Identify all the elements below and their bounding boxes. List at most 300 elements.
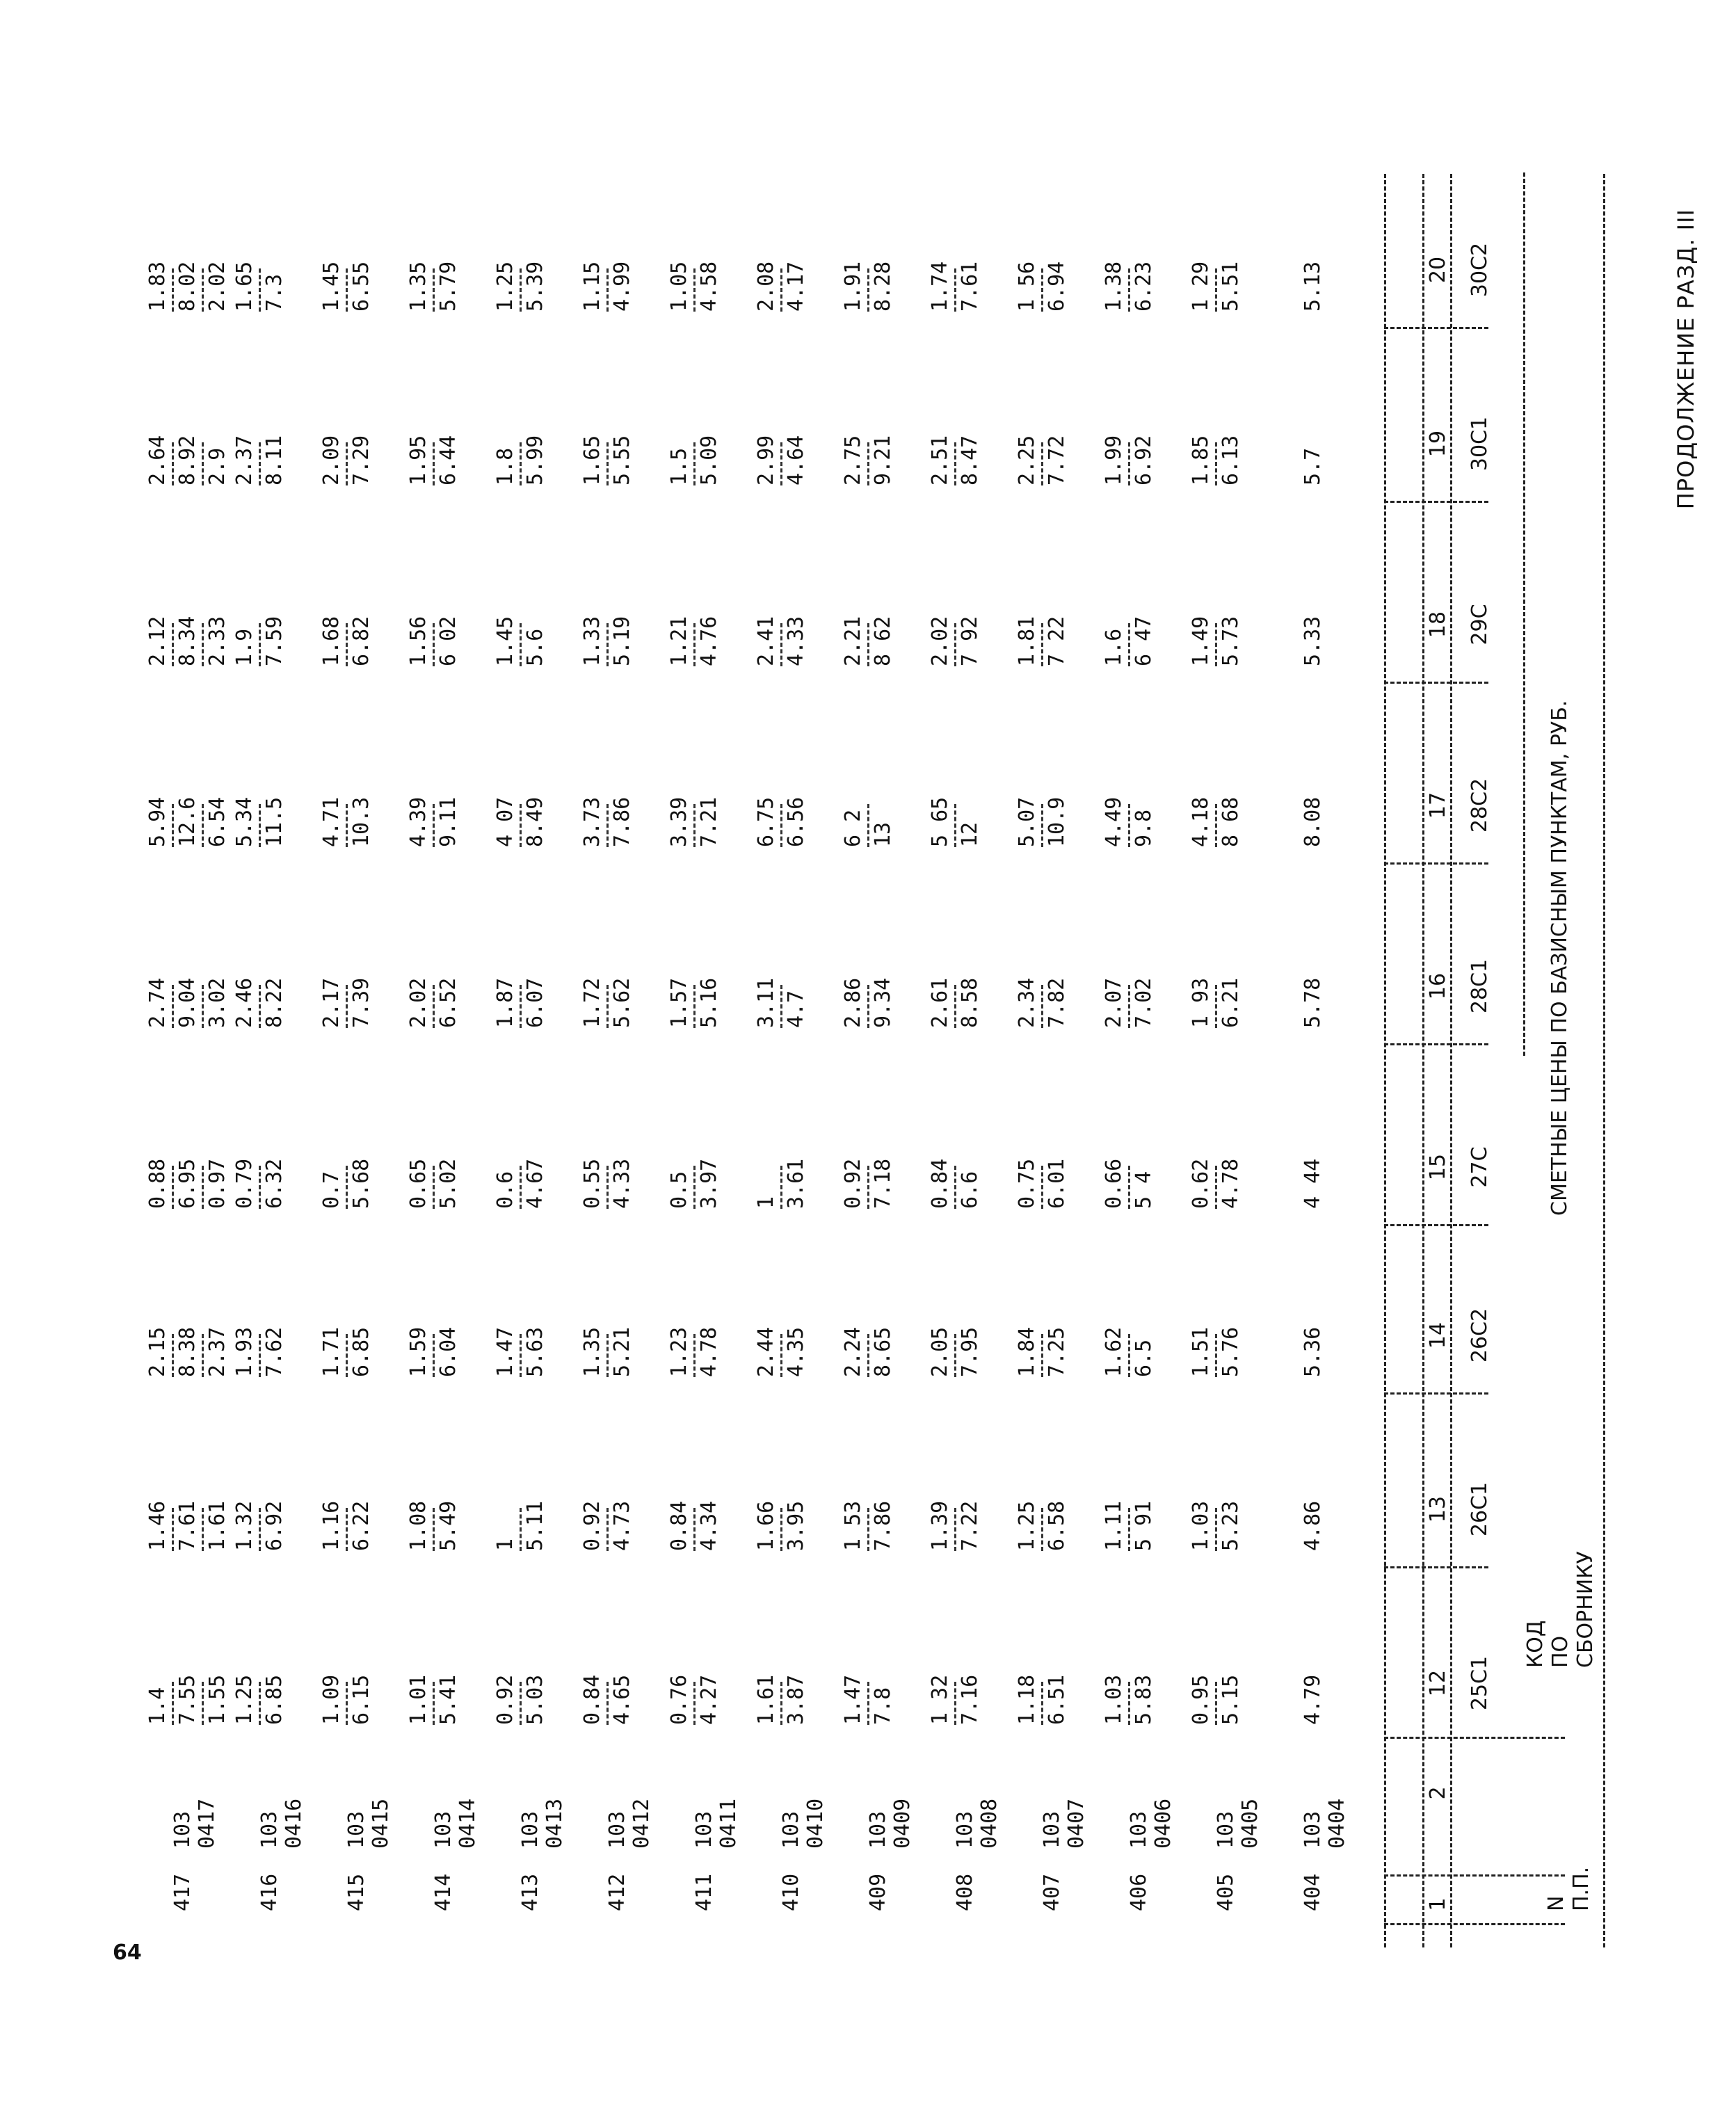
- price-value: 7.02: [1132, 977, 1156, 1028]
- price-cell: [580, 1125, 635, 1209]
- price-cell: [319, 945, 374, 1028]
- price-value: 5.78: [1301, 977, 1325, 1028]
- price-value: 5.73: [1219, 616, 1243, 666]
- price-value: 1.33: [580, 616, 604, 666]
- price-value: 7.55: [175, 1674, 200, 1725]
- price-value: 6.92: [262, 1500, 287, 1551]
- row-kod: 103 0413: [518, 1798, 567, 1849]
- cell-divider: [346, 623, 348, 666]
- price-value: 1.62: [1102, 1326, 1126, 1377]
- column-number: 17: [1426, 792, 1450, 819]
- price-value: 2.46: [232, 977, 257, 1028]
- cell-divider: [346, 985, 348, 1028]
- price-value: 1.45: [493, 616, 517, 666]
- price-cell: [928, 1294, 983, 1377]
- price-cell: [1102, 402, 1157, 485]
- price-value: 8.22: [262, 977, 287, 1028]
- price-value: 1.57: [667, 977, 691, 1028]
- price-value: 12.6: [175, 796, 200, 847]
- price-cell: [580, 764, 635, 847]
- price-value: 1.4: [145, 1687, 170, 1725]
- price-value: 1.6: [1102, 628, 1126, 666]
- price-value: 6 02: [436, 616, 460, 666]
- price-value: 6.04: [436, 1326, 460, 1377]
- price-value: 1 32: [928, 1674, 952, 1725]
- price-cell: [841, 1294, 896, 1377]
- price-value: 1.08: [406, 1500, 431, 1551]
- price-value: 2.21: [841, 616, 865, 666]
- cell-divider: [780, 804, 782, 847]
- price-cell: [754, 583, 809, 666]
- price-cell: [1015, 764, 1070, 847]
- group-header-rule: [1523, 172, 1525, 1056]
- price-value: 7.29: [349, 435, 373, 485]
- price-value: 8.28: [871, 261, 895, 312]
- row-number: 404: [1301, 1873, 1325, 1911]
- price-cell: [232, 1125, 287, 1209]
- column-separator: [1384, 1923, 1565, 1925]
- cell-divider: [520, 1508, 522, 1551]
- price-value: 1.55: [205, 1674, 230, 1725]
- cell-divider: [202, 623, 204, 666]
- price-value: 5.19: [610, 616, 634, 666]
- price-value: 0.75: [1015, 1158, 1039, 1209]
- price-cell: [493, 764, 548, 847]
- price-value: 1.39: [928, 1500, 952, 1551]
- price-value: 1.49: [1189, 616, 1213, 666]
- price-value: 1.61: [205, 1500, 230, 1551]
- continuation-title: ПРОДОЛЖЕНИЕ РАЗД. III: [1673, 209, 1699, 510]
- price-value: 7.59: [262, 616, 287, 666]
- price-value: 5.79: [436, 261, 460, 312]
- cell-divider: [693, 1682, 696, 1725]
- price-value: 4.17: [784, 261, 808, 312]
- price-value: 8.47: [958, 435, 982, 485]
- column-separator: [1384, 327, 1488, 329]
- price-value: 6.07: [523, 977, 547, 1028]
- price-cell: [1102, 764, 1157, 847]
- price-cell: [1301, 1294, 1326, 1377]
- price-value: 7.82: [1045, 977, 1069, 1028]
- cell-divider: [433, 268, 435, 312]
- price-value: 5.16: [697, 977, 721, 1028]
- row-kod: 103 0417: [170, 1798, 219, 1849]
- price-value: 1: [493, 1538, 517, 1551]
- price-value: 5.76: [1219, 1326, 1243, 1377]
- cell-divider: [202, 985, 204, 1028]
- cell-divider: [954, 442, 956, 485]
- price-cell: [319, 402, 374, 485]
- cell-divider: [433, 804, 435, 847]
- price-value: 10.9: [1045, 796, 1069, 847]
- cell-divider: [202, 1166, 204, 1209]
- price-cell: [493, 228, 548, 312]
- price-value: 0.95: [1189, 1674, 1213, 1725]
- price-cell: [232, 764, 287, 847]
- cell-divider: [954, 1682, 956, 1725]
- row-kod: 103 0415: [344, 1798, 393, 1849]
- price-cell: [406, 945, 461, 1028]
- price-value: 0.5: [667, 1171, 691, 1209]
- price-cell: [841, 764, 896, 847]
- price-value: 1.32: [232, 1500, 257, 1551]
- price-value: 1.93: [232, 1326, 257, 1377]
- price-value: 5.94: [145, 796, 170, 847]
- price-value: 4.33: [610, 1158, 634, 1209]
- cell-divider: [520, 1166, 522, 1209]
- cell-divider: [693, 442, 696, 485]
- price-value: 3.39: [667, 796, 691, 847]
- price-value: 6.15: [349, 1674, 373, 1725]
- price-value: 1.09: [319, 1674, 344, 1725]
- price-cell: [493, 945, 548, 1028]
- price-value: 1.5: [667, 447, 691, 485]
- cell-divider: [520, 804, 522, 847]
- price-value: 8.11: [262, 435, 287, 485]
- cell-divider: [346, 442, 348, 485]
- cell-divider: [693, 1166, 696, 1209]
- cell-divider: [867, 442, 869, 485]
- price-value: 5.03: [523, 1674, 547, 1725]
- price-value: 5.11: [523, 1500, 547, 1551]
- price-value: 8.65: [871, 1326, 895, 1377]
- price-value: 6.85: [262, 1674, 287, 1725]
- cell-divider: [867, 1334, 869, 1377]
- price-value: 7.72: [1045, 435, 1069, 485]
- price-cell: [406, 228, 461, 312]
- column-code: 26С1: [1468, 1481, 1492, 1537]
- column-separator: [1384, 1392, 1488, 1395]
- header-kod-line2: ПО: [1548, 1635, 1573, 1668]
- row-kod: 103 0412: [605, 1798, 654, 1849]
- cell-divider: [1215, 1682, 1217, 1725]
- cell-divider: [346, 1166, 348, 1209]
- price-cell: [928, 402, 983, 485]
- price-cell: [1189, 583, 1244, 666]
- price-value: 7.3: [262, 273, 287, 312]
- cell-divider: [1128, 1334, 1130, 1377]
- price-value: 5.55: [610, 435, 634, 485]
- price-cell: [1015, 1294, 1070, 1377]
- cell-divider: [1041, 1334, 1043, 1377]
- cell-divider: [693, 804, 696, 847]
- cell-divider: [346, 804, 348, 847]
- price-cell: [754, 1294, 809, 1377]
- price-cell: [1189, 1641, 1244, 1725]
- price-cell: [928, 1468, 983, 1551]
- price-value: 6 47: [1132, 616, 1156, 666]
- price-value: 1 29: [1189, 261, 1213, 312]
- price-value: 1.45: [319, 261, 344, 312]
- price-cell: [1301, 945, 1326, 1028]
- price-value: 7.86: [610, 796, 634, 847]
- cell-divider: [606, 1334, 609, 1377]
- price-value: 5.21: [610, 1326, 634, 1377]
- column-code: 30С1: [1468, 416, 1492, 472]
- cell-divider: [693, 985, 696, 1028]
- price-value: 5.68: [349, 1158, 373, 1209]
- price-cell: [928, 764, 983, 847]
- row-kod: 103 0409: [866, 1798, 915, 1849]
- cell-divider: [1041, 985, 1043, 1028]
- cell-divider: [1215, 1166, 1217, 1209]
- cell-divider: [1041, 804, 1043, 847]
- price-value: 0.92: [841, 1158, 865, 1209]
- price-value: 7.21: [697, 796, 721, 847]
- cell-divider: [867, 1682, 869, 1725]
- cell-divider: [1041, 1682, 1043, 1725]
- cell-divider: [202, 804, 204, 847]
- cell-divider: [1128, 804, 1130, 847]
- price-value: 6.22: [349, 1500, 373, 1551]
- cell-divider: [606, 442, 609, 485]
- price-value: 6.21: [1219, 977, 1243, 1028]
- row-number: 409: [866, 1873, 890, 1911]
- price-value: 1.46: [145, 1500, 170, 1551]
- cell-divider: [780, 985, 782, 1028]
- price-value: 1.51: [1189, 1326, 1213, 1377]
- column-separator: [1384, 1566, 1488, 1568]
- price-cell: [493, 402, 548, 485]
- header-kod: [1523, 1551, 1598, 1668]
- price-cell: [1102, 1294, 1157, 1377]
- price-value: 3.02: [205, 977, 230, 1028]
- price-cell: [319, 764, 374, 847]
- price-cell: [1015, 1641, 1070, 1725]
- cell-divider: [1128, 442, 1130, 485]
- price-cell: [406, 1468, 461, 1551]
- price-value: 4.64: [784, 435, 808, 485]
- row-kod: 103 0405: [1214, 1798, 1262, 1849]
- cell-divider: [867, 1166, 869, 1209]
- price-value: 7.39: [349, 977, 373, 1028]
- cell-divider: [606, 1682, 609, 1725]
- cell-divider: [172, 804, 174, 847]
- price-value: 1.03: [1189, 1500, 1213, 1551]
- cell-divider: [259, 1682, 261, 1725]
- price-cell: [754, 228, 809, 312]
- price-cell: [667, 945, 722, 1028]
- price-value: 8.02: [175, 261, 200, 312]
- column-number: 2: [1426, 1786, 1450, 1800]
- price-value: 7 92: [958, 616, 982, 666]
- cell-divider: [1041, 623, 1043, 666]
- price-value: 1.25: [1015, 1500, 1039, 1551]
- price-cell: [754, 402, 809, 485]
- price-value: 5.49: [436, 1500, 460, 1551]
- cell-divider: [606, 1508, 609, 1551]
- cell-divider: [520, 623, 522, 666]
- price-value: 1.91: [841, 261, 865, 312]
- column-number: 20: [1426, 256, 1450, 284]
- column-code: 25С1: [1468, 1655, 1492, 1711]
- cell-divider: [259, 268, 261, 312]
- price-value: 4.58: [697, 261, 721, 312]
- price-value: 5.7: [1301, 447, 1325, 485]
- price-cell: [493, 1125, 548, 1209]
- price-cell: [319, 1641, 374, 1725]
- price-cell: [841, 583, 896, 666]
- cell-divider: [693, 1508, 696, 1551]
- cell-divider: [259, 1334, 261, 1377]
- price-value: 1.35: [406, 261, 431, 312]
- price-value: 2.41: [754, 616, 778, 666]
- column-number: 1: [1426, 1897, 1450, 1911]
- row-number: 407: [1040, 1873, 1064, 1911]
- price-value: 2.08: [754, 261, 778, 312]
- row-kod: 103 0414: [431, 1798, 480, 1849]
- price-value: 5.09: [697, 435, 721, 485]
- price-value: 5 65: [928, 796, 952, 847]
- price-cell: [493, 1294, 548, 1377]
- price-value: 6 2: [841, 809, 865, 847]
- price-cell: [754, 1125, 809, 1209]
- cell-divider: [520, 1334, 522, 1377]
- price-cell: [232, 583, 287, 666]
- price-cell: [580, 583, 635, 666]
- price-value: 5.6: [523, 628, 547, 666]
- price-cell: [1301, 583, 1326, 666]
- price-value: 8.34: [175, 616, 200, 666]
- price-value: 5.13: [1301, 261, 1325, 312]
- cell-divider: [433, 1508, 435, 1551]
- column-separator: [1384, 1043, 1488, 1045]
- price-value: 2.64: [145, 435, 170, 485]
- price-cell: [1301, 1468, 1326, 1551]
- price-value: 1.35: [580, 1326, 604, 1377]
- price-cell: [1102, 228, 1157, 312]
- cell-divider: [780, 268, 782, 312]
- column-code: 28С1: [1468, 958, 1492, 1014]
- cell-divider: [606, 804, 609, 847]
- cell-divider: [1041, 1508, 1043, 1551]
- price-value: 6.13: [1219, 435, 1243, 485]
- price-value: 0.62: [1189, 1158, 1213, 1209]
- price-value: 0.88: [145, 1158, 170, 1209]
- price-cell: [1015, 583, 1070, 666]
- price-value: 2.51: [928, 435, 952, 485]
- price-value: 1.71: [319, 1326, 344, 1377]
- cell-divider: [693, 623, 696, 666]
- price-cell: [667, 402, 722, 485]
- price-cell: [319, 228, 374, 312]
- price-value: 0.66: [1102, 1158, 1126, 1209]
- price-value: 6.85: [349, 1326, 373, 1377]
- price-value: 5.34: [232, 796, 257, 847]
- price-value: 5.62: [610, 977, 634, 1028]
- price-value: 5.23: [1219, 1500, 1243, 1551]
- price-value: 5.36: [1301, 1326, 1325, 1377]
- cell-divider: [172, 623, 174, 666]
- price-value: 4.18: [1189, 796, 1213, 847]
- price-value: 0.76: [667, 1674, 691, 1725]
- row-number: 406: [1127, 1873, 1151, 1911]
- cell-divider: [606, 985, 609, 1028]
- header-kod-line3: СБОРНИКУ: [1573, 1551, 1598, 1668]
- cell-divider: [867, 804, 869, 847]
- price-value: 6.82: [349, 616, 373, 666]
- price-cell: [667, 583, 722, 666]
- cell-divider: [202, 268, 204, 312]
- price-value: 3.87: [784, 1674, 808, 1725]
- price-value: 7.8: [871, 1687, 895, 1725]
- price-cell: [841, 402, 896, 485]
- price-value: 1.47: [493, 1326, 517, 1377]
- price-value: 1.72: [580, 977, 604, 1028]
- column-number: 14: [1426, 1321, 1450, 1349]
- price-value: 2.02: [928, 616, 952, 666]
- cell-divider: [259, 1166, 261, 1209]
- cell-divider: [606, 1166, 609, 1209]
- column-code: 30С2: [1468, 242, 1492, 298]
- price-value: 1.8: [493, 447, 517, 485]
- price-value: 2.02: [205, 261, 230, 312]
- price-cell: [1189, 764, 1244, 847]
- price-cell: [1301, 1641, 1326, 1725]
- cell-divider: [867, 623, 869, 666]
- cell-divider: [1128, 1508, 1130, 1551]
- price-value: 6.58: [1045, 1500, 1069, 1551]
- price-value: 1.25: [493, 261, 517, 312]
- price-value: 1.23: [667, 1326, 691, 1377]
- price-value: 8.08: [1301, 796, 1325, 847]
- price-value: 5.99: [523, 435, 547, 485]
- price-cell: [928, 1125, 983, 1209]
- price-value: 2.37: [205, 1326, 230, 1377]
- cell-divider: [520, 1682, 522, 1725]
- price-value: 3.61: [784, 1158, 808, 1209]
- price-cell: [319, 1125, 374, 1209]
- price-value: 2.05: [928, 1326, 952, 1377]
- price-value: 8.92: [175, 435, 200, 485]
- cell-divider: [259, 985, 261, 1028]
- row-number: 411: [692, 1873, 716, 1911]
- price-value: 0.92: [580, 1500, 604, 1551]
- row-kod: 103 0406: [1127, 1798, 1175, 1849]
- price-value: 1.74: [928, 261, 952, 312]
- price-value: 2.07: [1102, 977, 1126, 1028]
- price-cell: [232, 1294, 287, 1377]
- price-cell: [754, 945, 809, 1028]
- price-cell: [232, 945, 287, 1028]
- price-cell: [145, 945, 230, 1028]
- price-value: 3.73: [580, 796, 604, 847]
- cell-divider: [202, 442, 204, 485]
- price-value: 7.61: [175, 1500, 200, 1551]
- header-n-line2: П.П.: [1569, 1866, 1593, 1911]
- cell-divider: [693, 268, 696, 312]
- price-value: 1 53: [841, 1500, 865, 1551]
- price-value: 4.78: [1219, 1158, 1243, 1209]
- price-value: 2.99: [754, 435, 778, 485]
- price-cell: [928, 583, 983, 666]
- price-cell: [145, 1641, 230, 1725]
- price-cell: [406, 1294, 461, 1377]
- codes-rule: [1450, 174, 1452, 1947]
- price-value: 1.66: [754, 1500, 778, 1551]
- column-separator: [1384, 1737, 1565, 1739]
- price-value: 6.32: [262, 1158, 287, 1209]
- price-value: 6.23: [1132, 261, 1156, 312]
- cell-divider: [954, 1334, 956, 1377]
- cell-divider: [1215, 442, 1217, 485]
- cell-divider: [1215, 985, 1217, 1028]
- price-value: 1.56: [406, 616, 431, 666]
- price-cell: [232, 1641, 287, 1725]
- price-cell: [841, 1641, 896, 1725]
- price-value: 1.84: [1015, 1326, 1039, 1377]
- row-number: 412: [605, 1873, 629, 1911]
